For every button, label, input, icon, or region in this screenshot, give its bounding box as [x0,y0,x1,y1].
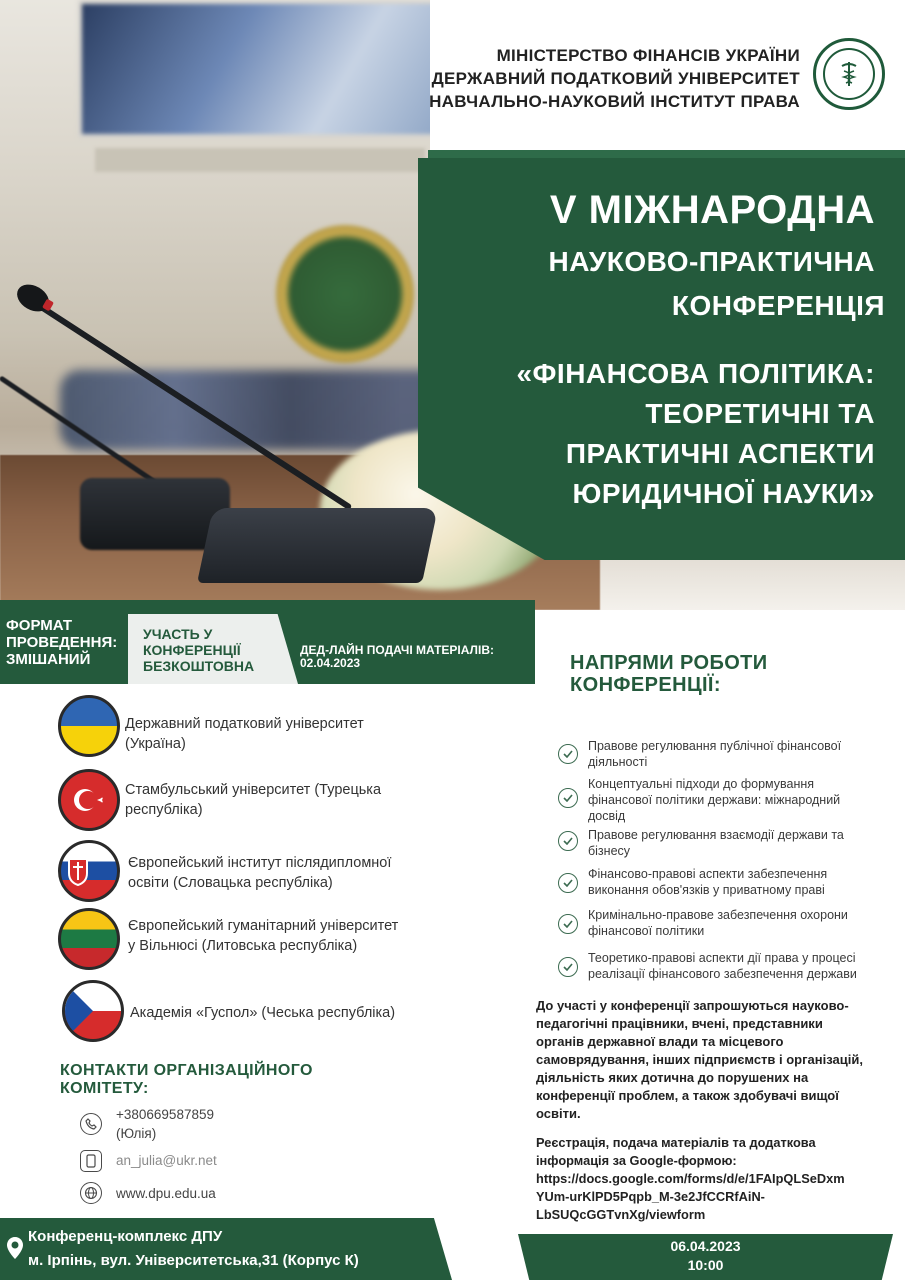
check-icon [558,744,578,764]
direction-item: Кримінально-правове забезпечення охорони фінансової політики [588,908,848,938]
direction-item: Правове регулювання публічної фінансової діяльності [588,739,842,769]
contacts-title: КОНТАКТИ ОРГАНІЗАЦІЙНОГО КОМІТЕТУ: [60,1062,313,1097]
org-line-ministry: МІНІСТЕРСТВО ФІНАНСІВ УКРАЇНИ [496,46,800,65]
phone-icon [80,1113,102,1135]
venue-name: Конференц-комплекс ДПУ [28,1228,223,1245]
deadline-label: ДЕД-ЛАЙН ПОДАЧІ МАТЕРІАЛІВ: [300,643,494,657]
check-icon [558,831,578,851]
registration-link[interactable]: LbSUQcGGTvnXg/viewform [536,1207,706,1222]
contact-email[interactable]: an_julia@ukr.net [116,1153,217,1168]
deadline [300,644,494,670]
topic-line-3: ПРАКТИЧНІ АСПЕКТИ [565,438,875,469]
contact-website[interactable]: www.dpu.edu.ua [116,1186,216,1201]
invitation-text: До участі у конференції запрошуються науково- педагогічні працівники, вчені, представники органів державної влади та місцевого самоврядування, інших підприємств і організацій, діяльність яких дотична до порушених на конференції проблем, а також здобувачі вищої освіти. [536,998,863,1121]
venue-text [28,1225,359,1273]
globe-icon [80,1182,102,1204]
contact-phone [116,1105,214,1143]
venue-address: м. Ірпінь, вул. Університетська,31 (Корпус К) [28,1252,359,1269]
phone-number[interactable]: +380669587859 [116,1107,214,1122]
partner-name: Академія «Гуспол» (Чеська республіка) [130,1005,396,1021]
event-time: 10:00 [687,1257,724,1273]
location-pin-icon [6,1236,24,1265]
ukraine-flag-icon [58,695,120,757]
partner-name: Стамбульський університет (Турецька республіка) [125,782,382,818]
check-icon [558,957,578,977]
title-type: НАУКОВО-ПРАКТИЧНА [548,246,875,277]
partner-item [62,980,124,1042]
university-seal-logo [813,38,885,110]
check-icon [558,873,578,893]
slovakia-flag-icon [58,840,120,902]
partner-item [58,908,120,970]
title-conference: КОНФЕРЕНЦІЯ [671,290,885,321]
email-icon [80,1150,102,1172]
format-label: ФОРМАТ ПРОВЕДЕННЯ: ЗМІШАНИЙ [6,617,118,668]
check-icon [558,914,578,934]
direction-item: Правове регулювання взаємодії держави та бізнесу [588,828,844,858]
direction-item: Теоретико-правові аспекти дії права у процесі реалізації фінансового забезпечення держави [588,951,857,981]
partner-item [58,840,120,902]
check-icon [558,788,578,808]
partner-name: Європейський гуманітарний університет у Вільнюсі (Литовська республіка) [128,918,399,954]
topic-line-2: ТЕОРЕТИЧНІ ТА [645,398,875,429]
topic-line-4: ЮРИДИЧНОЇ НАУКИ» [572,478,875,509]
participation-free: УЧАСТЬ У КОНФЕРЕНЦІЇ БЕЗКОШТОВНА [143,626,255,674]
direction-item: Концептуальні підходи до формування фінансової політики держави: міжнародний досвід [588,777,841,823]
partner-name: Європейський інститут післядипломної освіти (Словацька республіка) [128,855,392,891]
phone-contact-name: (Юлія) [116,1126,157,1141]
org-line-university: ДЕРЖАВНИЙ ПОДАТКОВИЙ УНІВЕРСИТЕТ [431,69,800,88]
partner-item [58,769,120,831]
lithuania-flag-icon [58,908,120,970]
caduceus-icon [834,59,864,89]
registration-text: Реєстрація, подача матеріалів та додаткова інформація за Google-формою: https://docs.google.com/forms/d/e/1FAIpQLSeDxm YUm-urKlPD5Pqpb_M-3e2JfCCRfAiN- LbSUQcGGTvnXg/viewform [536,1134,876,1224]
title-edition: V МІЖНАРОДНА [549,188,875,232]
org-line-institute: НАВЧАЛЬНО-НАУКОВИЙ ІНСТИТУТ ПРАВА [429,92,800,111]
event-datetime [518,1237,893,1275]
registration-link[interactable]: YUm-urKlPD5Pqpb_M-3e2JfCCRfAiN- [536,1189,765,1204]
direction-item: Фінансово-правові аспекти забезпечення виконання обов'язків у приватному праві [588,867,828,897]
partner-name: Державний податковий університет (Україна) [125,716,364,752]
turkey-flag-icon [58,769,120,831]
czechia-flag-icon [62,980,124,1042]
deadline-date: 02.04.2023 [300,656,361,670]
event-date: 06.04.2023 [670,1238,741,1254]
registration-link[interactable]: https://docs.google.com/forms/d/e/1FAIpQLSeDxm [536,1171,845,1186]
topic-line-1: «ФІНАНСОВА ПОЛІТИКА: [516,358,875,389]
partner-item [58,695,120,757]
directions-title: НАПРЯМИ РОБОТИ КОНФЕРЕНЦІЇ: [570,652,768,696]
